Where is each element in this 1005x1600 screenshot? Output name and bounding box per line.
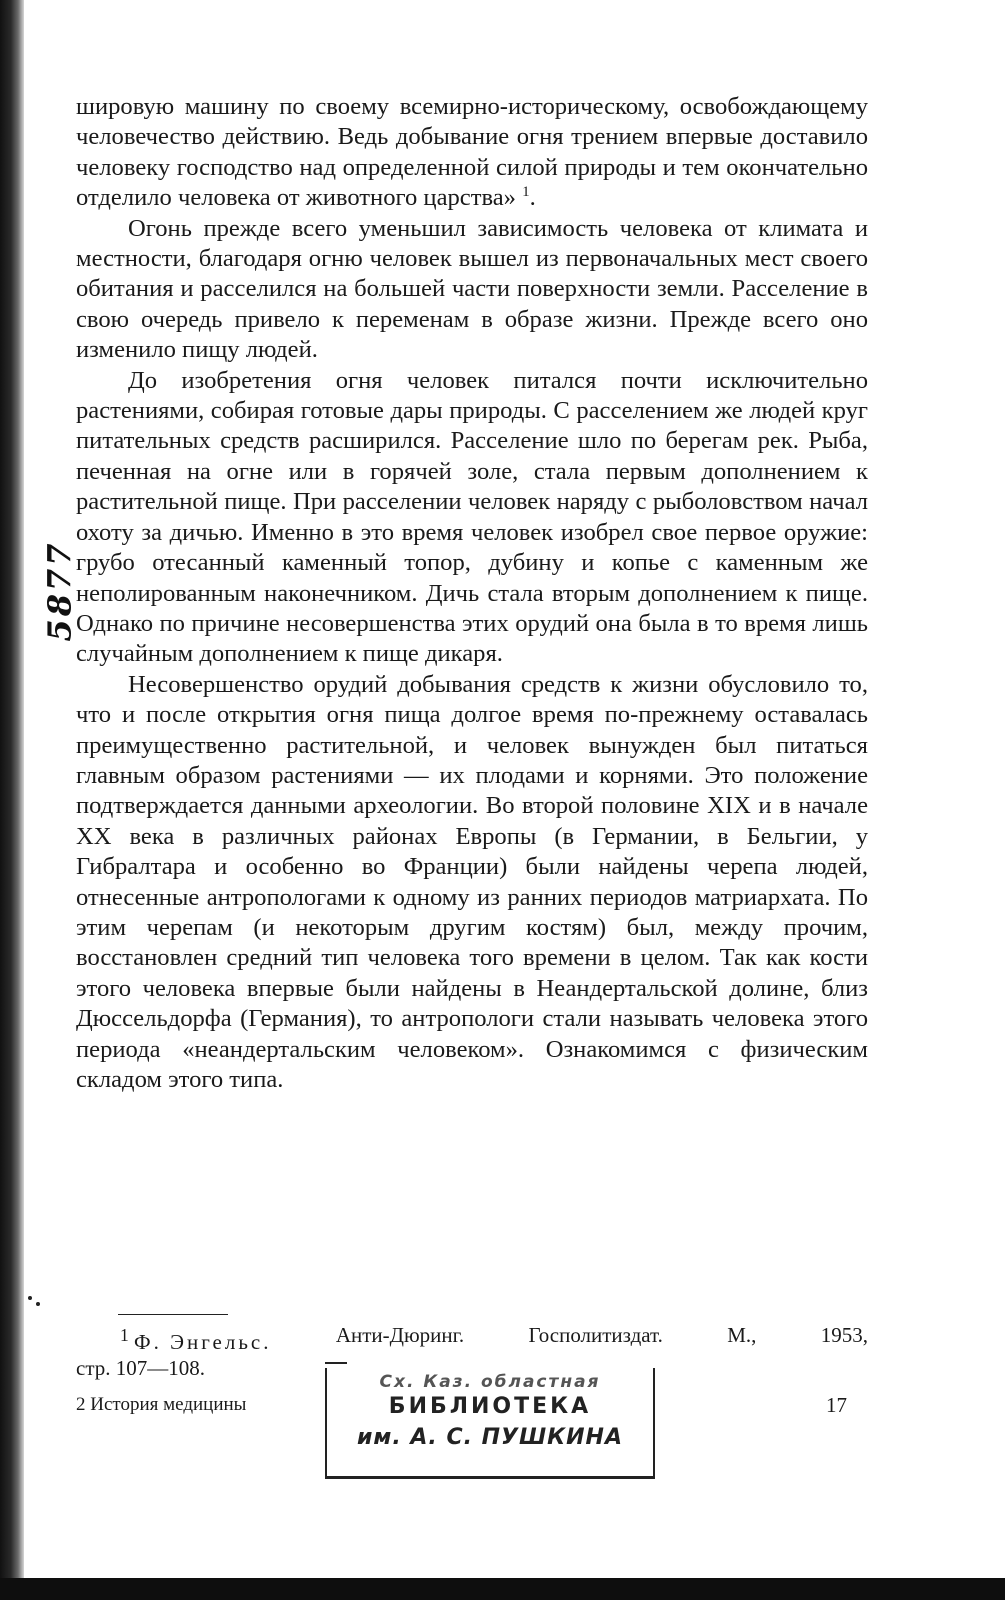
footnote-author-group bbox=[120, 1322, 271, 1355]
stamp-line-1: Сх. Каз. областная bbox=[379, 1372, 601, 1392]
library-stamp bbox=[325, 1368, 655, 1479]
paragraph-1 bbox=[76, 92, 868, 214]
footnote-marker: 1 bbox=[120, 1325, 129, 1345]
stamp-line-3: им. А. С. ПУШКИНА bbox=[356, 1425, 623, 1450]
footnote-title: Анти-Дюринг. bbox=[335, 1323, 465, 1347]
binding-shadow bbox=[0, 0, 24, 1600]
footnote-year: 1953, bbox=[820, 1323, 868, 1347]
footnote-line-1 bbox=[76, 1322, 868, 1355]
scan-bottom-edge bbox=[0, 1578, 1005, 1600]
stamp-line-2: БИБЛИОТЕКА bbox=[388, 1394, 592, 1419]
main-text bbox=[76, 92, 868, 1095]
paragraph-4: Несовершенство орудий добывания средств к жизни обусловило то, что и после открытия огня пища долгое время по-прежнему оставалась преимущественно растительной, и человек вынужден был питаться главным образом растениями — их плодами и корнями. Это положение подтверждается данными археологии. Во второй половине XIX и в начале XX века в различных районах Европы (в Германии, в Бельгии, у Гибралтара и особенно во Франции) были найдены черепа людей, отнесенные антропологами к одному из ранних периодов матриархата. По этим черепам (и некоторым другим костям) был, между прочим, восстановлен средний тип человека того времени в целом. Так как кости этого человека впервые были найдены в Неандертальской долине, близ Дюссельдорфа (Германия), то антропологи стали называть человека этого периода «неандертальским человеком». Ознакомимся с физическим складом этого типа. bbox=[76, 670, 868, 1093]
footnote-city: М., bbox=[727, 1323, 757, 1347]
paragraph-3: До изобретения огня человек питался почти исключительно растениями, собирая готовые дары природы. С расселением же людей круг питательных средств расширился. Расселение шло по берегам рек. Рыба, печенная на огне или в горячей золе, стала первым дополнением к растительной пище. При расселении человек наряду с рыболовством начал охоту за дичью. Именно в это время человек изобрел свое первое оружие: грубо отесанный каменный топор, дубину и копье с каменным же неполированным наконечником. Дичь стала вторым дополнением к пище. Однако по причине несовершенства этих орудий она была в то время лишь случайным дополнением к пище дикаря. bbox=[76, 366, 868, 668]
page-number: 17 bbox=[826, 1393, 847, 1417]
paragraph-2: Огонь прежде всего уменьшил зависимость человека от климата и местности, благодаря огню человек вышел из первоначальных мест своего обитания и расселился на большей части поверхности земли. Расселение в свою очередь привело к переменам в образе жизни. Прежде всего оно изменило пищу людей. bbox=[76, 214, 868, 364]
paragraph-1-end: . bbox=[529, 184, 536, 212]
footnote-rule bbox=[118, 1314, 228, 1315]
footer-signature: 2 История медицины bbox=[76, 1394, 247, 1415]
footnote-publisher: Госполитиздат. bbox=[528, 1323, 663, 1347]
footnote-reference[interactable]: 1 bbox=[522, 184, 530, 201]
footnote-author: Ф. Энгельс. bbox=[134, 1330, 272, 1354]
paragraph-1-text: шировую машину по своему всемирно-историческому, освобождающему человечество действию. Ведь добывание огня трением впервые доставило человеку господство над определенной силой природы и тем окончательно отделило человека от животного царства» bbox=[76, 93, 868, 212]
stamp-corner bbox=[325, 1362, 347, 1364]
margin-note-text: 5877 bbox=[41, 540, 79, 642]
footnote-pages: стр. 107—108. bbox=[76, 1356, 206, 1380]
edge-dots bbox=[28, 1294, 42, 1308]
margin-handwritten-number bbox=[41, 506, 79, 676]
